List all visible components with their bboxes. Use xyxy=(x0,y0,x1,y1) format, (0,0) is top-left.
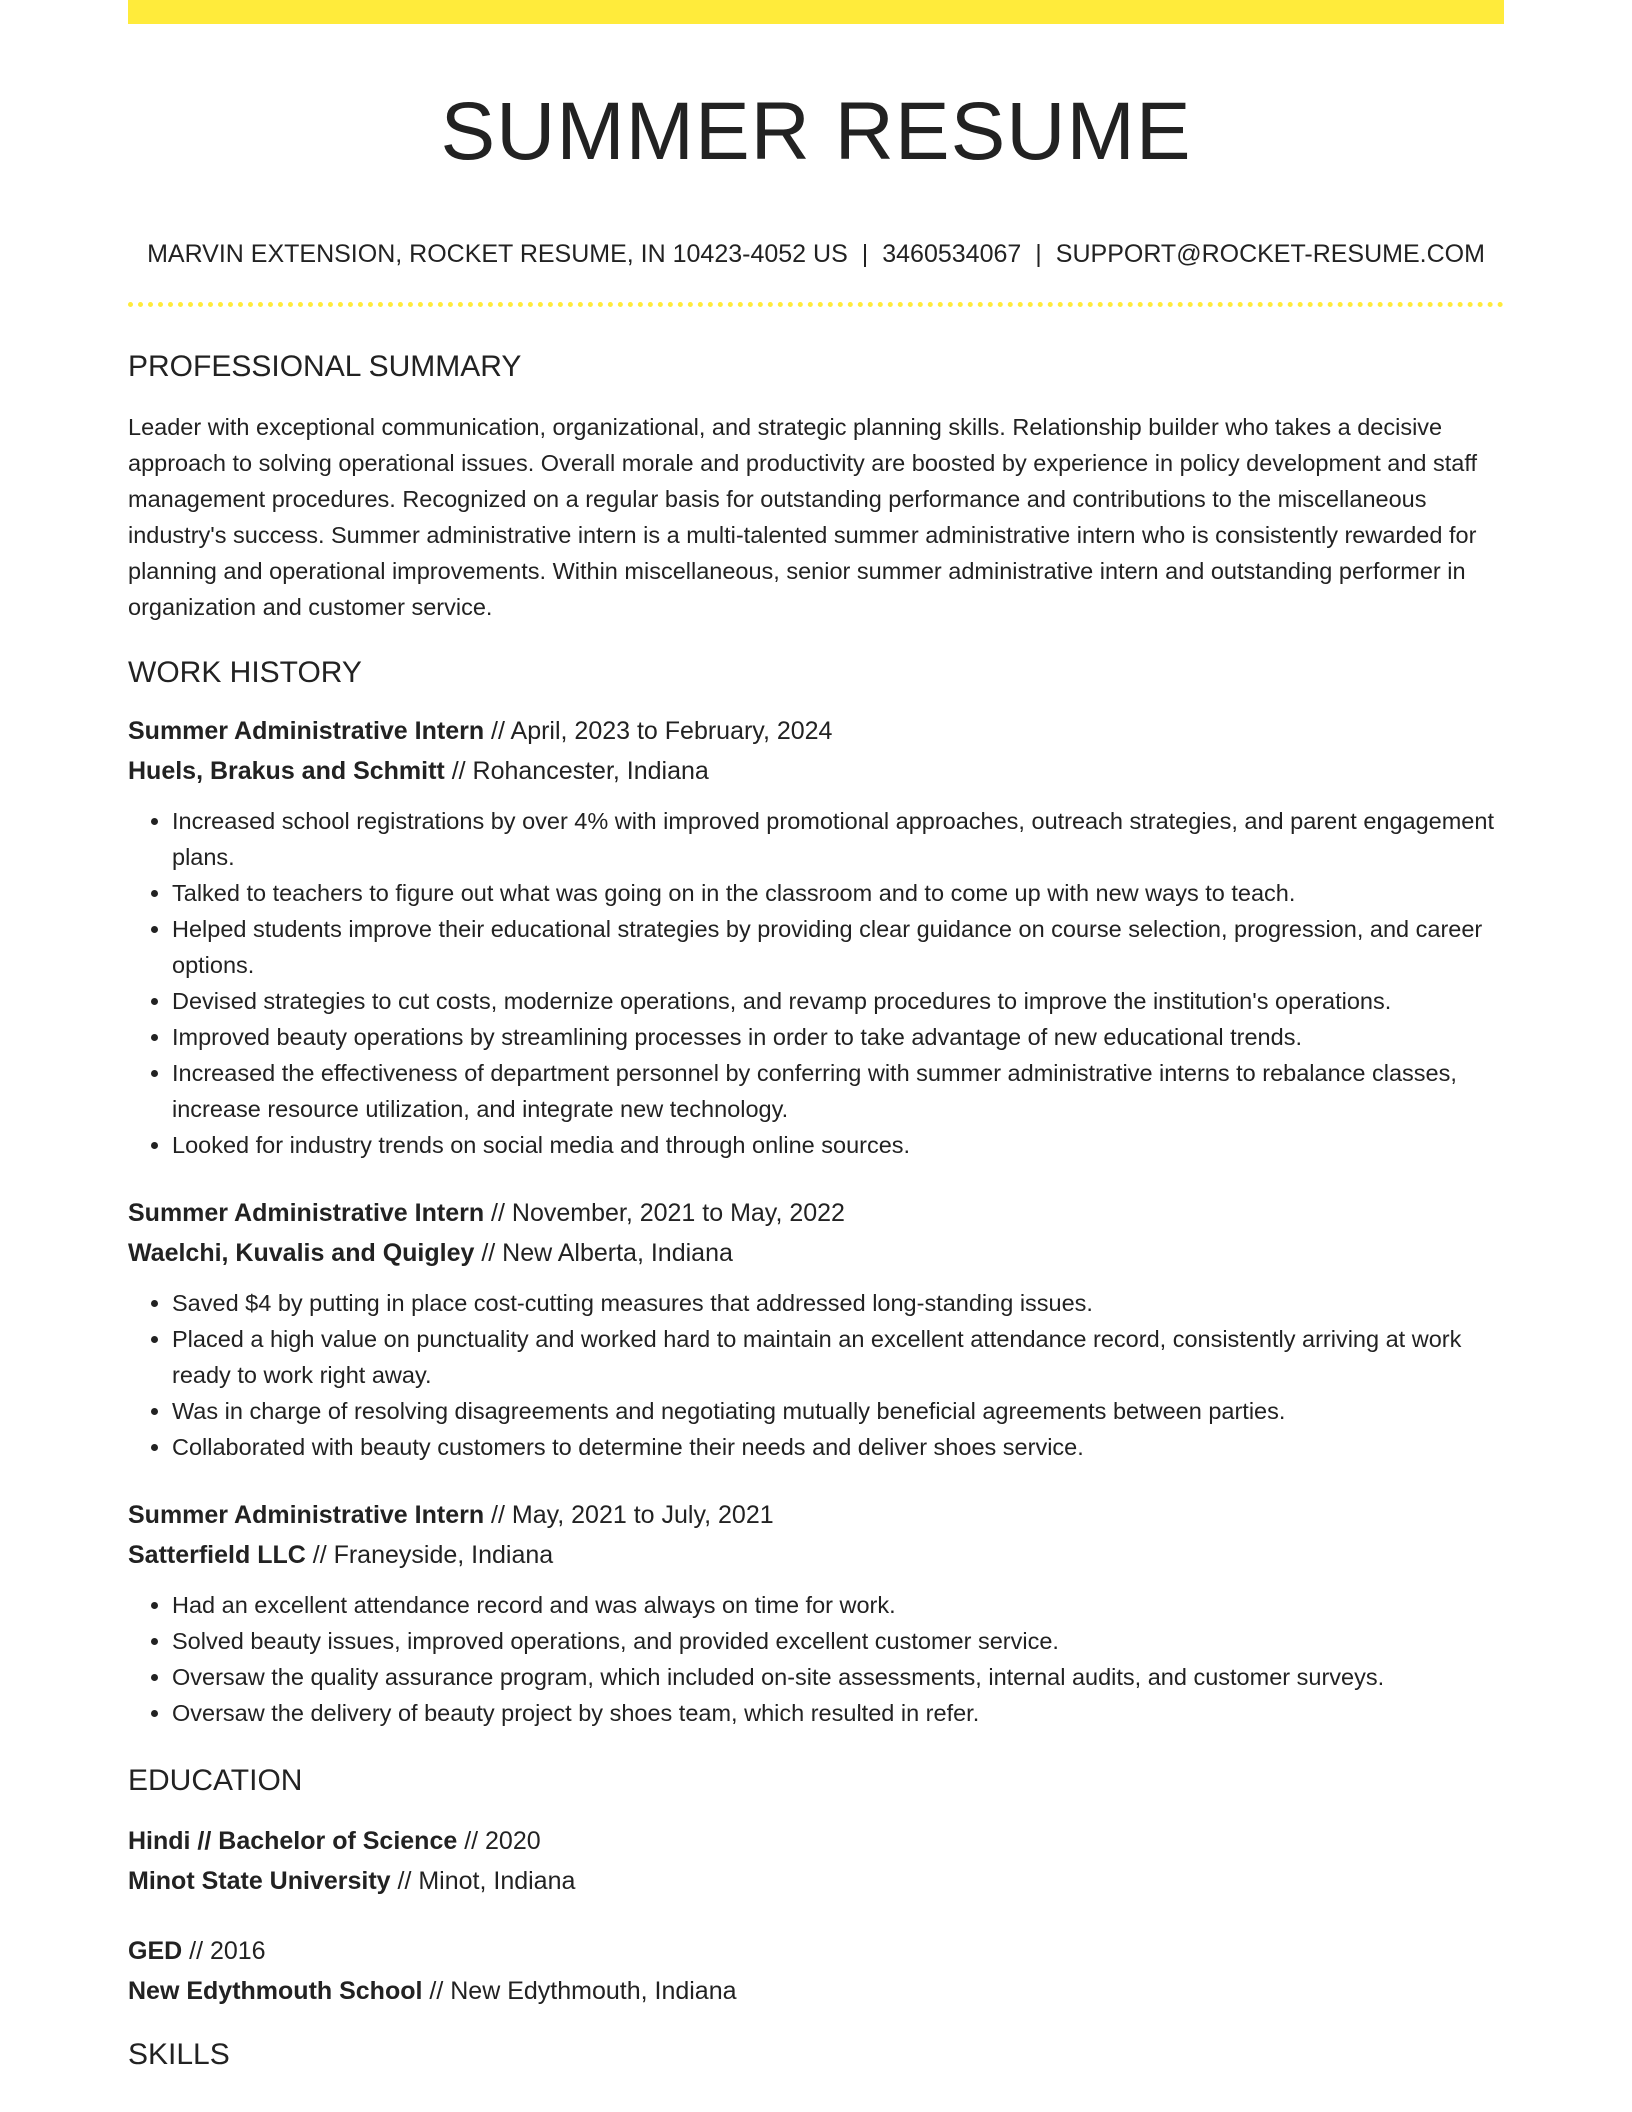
job-company-line xyxy=(128,751,1504,791)
job-company: Waelchi, Kuvalis and Quigley xyxy=(128,1239,475,1267)
list-item: • Collaborated with beauty customers to determine their needs and deliver shoes service. xyxy=(172,1429,1504,1465)
job-company-line xyxy=(128,1535,1504,1575)
job-dates: // November, 2021 to May, 2022 xyxy=(484,1199,845,1227)
list-item: • Talked to teachers to figure out what was going on in the classroom and to come up with new ways to teach. xyxy=(172,875,1504,911)
education-school-line xyxy=(128,1971,1504,2011)
summary-heading: PROFESSIONAL SUMMARY xyxy=(128,350,522,383)
job-dates: // May, 2021 to July, 2021 xyxy=(484,1501,774,1529)
job-location: // New Alberta, Indiana xyxy=(474,1239,733,1267)
contact-line xyxy=(128,236,1504,272)
education-degree: Hindi // Bachelor of Science xyxy=(128,1827,458,1855)
education-school: New Edythmouth School xyxy=(128,1977,423,2005)
job-location: // Franeyside, Indiana xyxy=(305,1541,554,1569)
education-school: Minot State University xyxy=(128,1867,391,1895)
contact-separator: | xyxy=(861,240,869,268)
education-school-line xyxy=(128,1861,1504,1901)
contact-phone: 3460534067 xyxy=(882,240,1022,268)
job-bullets xyxy=(128,803,1504,1163)
contact-separator: | xyxy=(1035,240,1042,268)
list-item: • Devised strategies to cut costs, modernize operations, and revamp procedures to improve the institution's operations. xyxy=(172,983,1504,1019)
resume-title: SUMMER RESUME xyxy=(440,86,1192,177)
contact-email: SUPPORT@ROCKET-RESUME.COM xyxy=(1055,240,1485,268)
resume-page xyxy=(128,0,1504,2075)
job-entry xyxy=(128,1193,1504,1465)
education-location: // Minot, Indiana xyxy=(390,1867,576,1895)
list-item: • Saved $4 by putting in place cost-cutting measures that addressed long-standing issues. xyxy=(172,1285,1504,1321)
education-entry xyxy=(128,1931,1504,2011)
job-title: Summer Administrative Intern xyxy=(128,717,485,745)
job-company: Satterfield LLC xyxy=(128,1541,306,1569)
top-accent-bar xyxy=(128,0,1504,24)
job-location: // Rohancester, Indiana xyxy=(444,757,709,785)
job-company: Huels, Brakus and Schmitt xyxy=(128,757,445,785)
work-history-heading: WORK HISTORY xyxy=(128,656,362,689)
job-title: Summer Administrative Intern xyxy=(128,1501,485,1529)
contact-address: MARVIN EXTENSION, ROCKET RESUME, IN 10423-4052 US xyxy=(147,240,848,268)
education-year: // 2016 xyxy=(182,1937,266,1965)
education-degree: GED xyxy=(128,1937,183,1965)
job-company-line xyxy=(128,1233,1504,1273)
job-entry xyxy=(128,711,1504,1163)
education-degree-line xyxy=(128,1821,1504,1861)
education-entry xyxy=(128,1821,1504,1901)
dotted-divider xyxy=(128,302,1504,307)
job-title-line xyxy=(128,711,1504,751)
list-item: • Solved beauty issues, improved operations, and provided excellent customer service. xyxy=(172,1623,1504,1659)
education-year: // 2020 xyxy=(457,1827,541,1855)
list-item: • Increased school registrations by over 4% with improved promotional approaches, outreach strategies, and parent engagement plans. xyxy=(172,803,1504,875)
list-item: • Was in charge of resolving disagreements and negotiating mutually beneficial agreements between parties. xyxy=(172,1393,1504,1429)
job-entry xyxy=(128,1495,1504,1731)
education-heading: EDUCATION xyxy=(128,1764,303,1797)
skills-heading: SKILLS xyxy=(128,2038,230,2071)
list-item: • Had an excellent attendance record and was always on time for work. xyxy=(172,1587,1504,1623)
job-title: Summer Administrative Intern xyxy=(128,1199,485,1227)
education-degree-line xyxy=(128,1931,1504,1971)
summary-text: Leader with exceptional communication, organizational, and strategic planning skills. Relationship builder who takes a decisive approach to solving operational issues. Overall morale and productivity are boosted by experience in policy development and staff management procedures. Recognized on a regular basis for outstanding performance and contributions to the miscellaneous industry's success. Summer administrative intern is a multi-talented summer administrative intern who is consistently rewarded for planning and operational improvements. Within miscellaneous, senior summer administrative intern and outstanding performer in organization and customer service. xyxy=(128,414,1477,620)
list-item: • Oversaw the delivery of beauty project by shoes team, which resulted in refer. xyxy=(172,1695,1504,1731)
list-item: • Increased the effectiveness of department personnel by conferring with summer administrative interns to rebalance classes, increase resource utilization, and integrate new technology. xyxy=(172,1055,1504,1127)
job-title-line xyxy=(128,1495,1504,1535)
job-bullets xyxy=(128,1285,1504,1465)
list-item: • Improved beauty operations by streamlining processes in order to take advantage of new educational trends. xyxy=(172,1019,1504,1055)
education-location: // New Edythmouth, Indiana xyxy=(422,1977,737,2005)
list-item: • Looked for industry trends on social media and through online sources. xyxy=(172,1127,1504,1163)
list-item: • Placed a high value on punctuality and worked hard to maintain an excellent attendance record, consistently arriving at work ready to work right away. xyxy=(172,1321,1504,1393)
job-title-line xyxy=(128,1193,1504,1233)
job-bullets xyxy=(128,1587,1504,1731)
list-item: • Helped students improve their educational strategies by providing clear guidance on course selection, progression, and career options. xyxy=(172,911,1504,983)
job-dates: // April, 2023 to February, 2024 xyxy=(484,717,833,745)
list-item: • Oversaw the quality assurance program, which included on-site assessments, internal audits, and customer surveys. xyxy=(172,1659,1504,1695)
